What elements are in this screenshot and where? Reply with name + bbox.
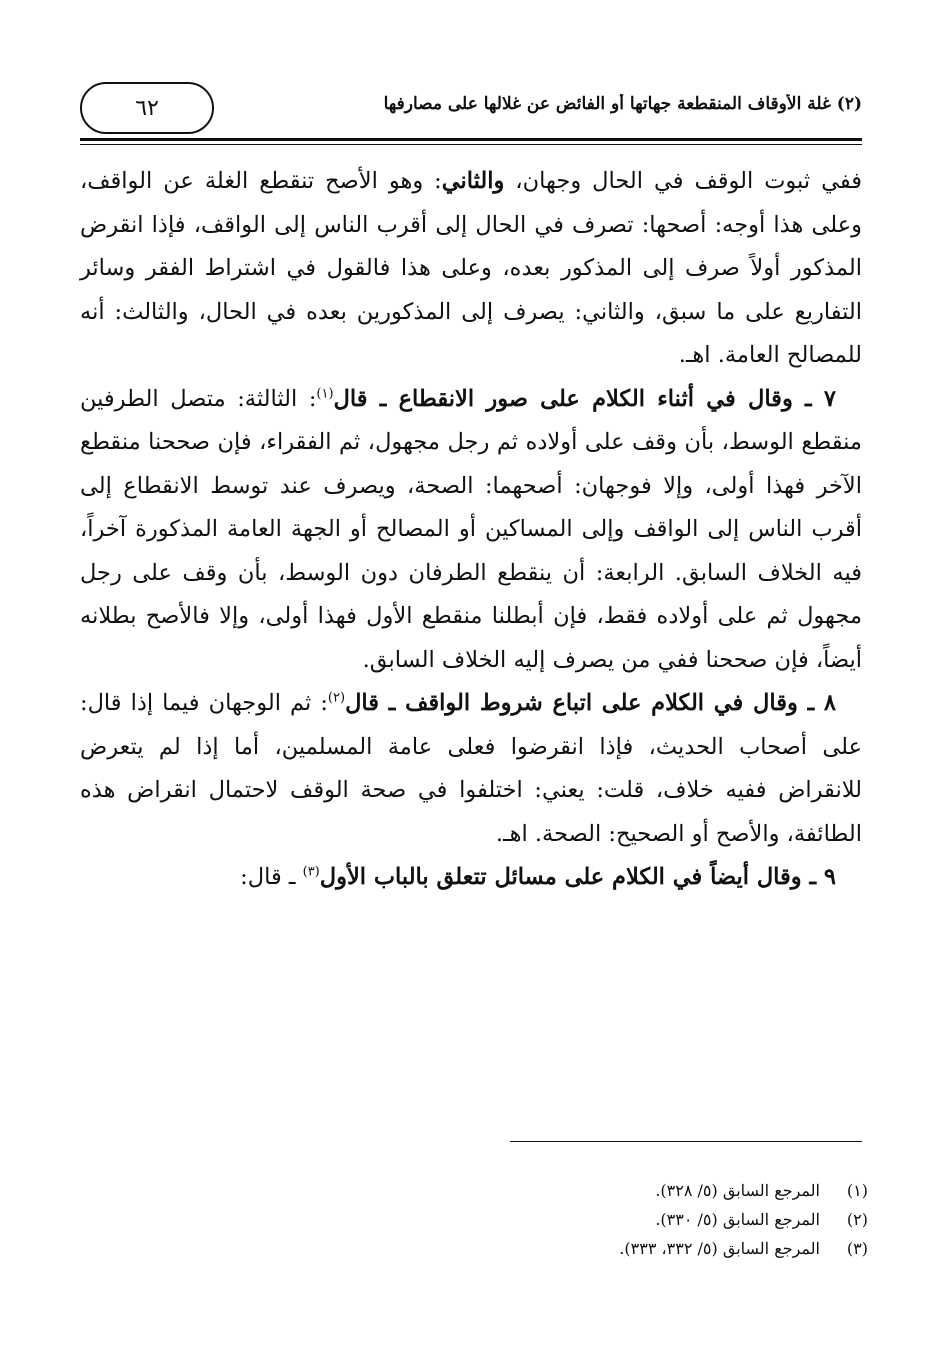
footnote-separator bbox=[510, 1141, 862, 1142]
footnote-text: المرجع السابق (٥/ ٣٢٨). bbox=[655, 1181, 820, 1200]
footnote-item bbox=[80, 1205, 868, 1234]
paragraph-1-bold-word: والثاني bbox=[441, 168, 505, 194]
page-number: ٦٢ bbox=[80, 82, 214, 134]
item-9-heading: ٩ ـ وقال أيضاً في الكلام على مسائل تتعلق بالباب الأول bbox=[319, 864, 836, 890]
footnote-text: المرجع السابق (٥/ ٣٣٢، ٣٣٣). bbox=[619, 1239, 820, 1258]
item-7-heading: ٧ ـ وقال في أثناء الكلام على صور الانقطاع ـ قال bbox=[333, 385, 837, 412]
header-rule-thin bbox=[80, 144, 862, 145]
item-7-text: : الثالثة: متصل الطرفين منقطع الوسط، بأن وقف على أولاده ثم رجل مجهول، ثم الفقراء، فإن صححنا منقطع الآخر فهذا أولى، وإلا فوجهان: أصحهما: الصحة، ويصرف عند توسط الانقطاع إلى أقرب الناس إلى الواقف وإلى المساكين أو المصالح أو الجهة العامة المذكورة آخراً، فيه الخلاف السابق. الرابعة: أن ينقطع الطرفان دون الوسط، بأن وقف على رجل مجهول ثم على أولاده فقط، فإن أبطلنا منقطع الأول فهذا أولى، وإلا فالأصح بطلانه أيضاً، فإن صححنا ففي من يصرف إليه الخلاف السابق. bbox=[80, 385, 862, 673]
footnote-item bbox=[80, 1234, 868, 1263]
footnote-text: المرجع السابق (٥/ ٣٣٠). bbox=[655, 1210, 820, 1229]
item-9-text: ـ قال: bbox=[240, 864, 303, 890]
paragraph-item-9 bbox=[80, 856, 862, 900]
footnotes bbox=[80, 1176, 868, 1263]
paragraph-1 bbox=[80, 160, 862, 378]
running-title: (٢) غلة الأوقاف المنقطعة جهاتها أو الفائض عن غلالها على مصارفها bbox=[383, 94, 862, 114]
item-8-text: : ثم الوجهان فيما إذا قال: على أصحاب الحديث، فإذا انقرضوا فعلى عامة المسلمين، أما إذا لم يتعرض للانقراض ففيه خلاف، قلت: يعني: اختلفوا في صحة الوقف لاحتمال انقراض هذه الطائفة، والأصح أو الصحيح: الصحة. اهـ. bbox=[80, 690, 862, 847]
main-text bbox=[80, 160, 862, 900]
item-8-heading: ٨ ـ وقال في الكلام على اتباع شروط الواقف ـ قال bbox=[345, 690, 836, 716]
header-rule-thick bbox=[80, 138, 862, 141]
footnote-item bbox=[80, 1176, 868, 1205]
paragraph-item-7 bbox=[80, 378, 862, 683]
paragraph-1-part: ففي ثبوت الوقف في الحال وجهان، bbox=[504, 168, 862, 194]
footnote-number: (٣) bbox=[846, 1239, 868, 1258]
footnote-number: (٢) bbox=[846, 1210, 868, 1229]
paragraph-item-8 bbox=[80, 682, 862, 856]
paragraph-1-text bbox=[80, 168, 862, 368]
paragraph-1-part: : وهو الأصح تنقطع الغلة عن الواقف، وعلى هذا أوجه: أصحها: تصرف في الحال إلى أقرب الناس إلى الواقف، فإذا انقرض المذكور أولاً صرف إلى المذكور بعده، وعلى هذا فالقول في اشتراط الفقر وسائر التفاريع على ما سبق، والثاني: يصرف إلى المذكورين بعده في الحال، والثالث: أنه للمصالح العامة. اهـ. bbox=[80, 168, 862, 368]
footnote-ref-2[interactable]: (٢) bbox=[327, 690, 346, 706]
footnote-ref-1[interactable]: (١) bbox=[316, 386, 334, 401]
footnote-ref-3[interactable]: (٣) bbox=[302, 864, 320, 880]
footnote-number: (١) bbox=[846, 1181, 868, 1200]
page-header bbox=[80, 80, 862, 142]
